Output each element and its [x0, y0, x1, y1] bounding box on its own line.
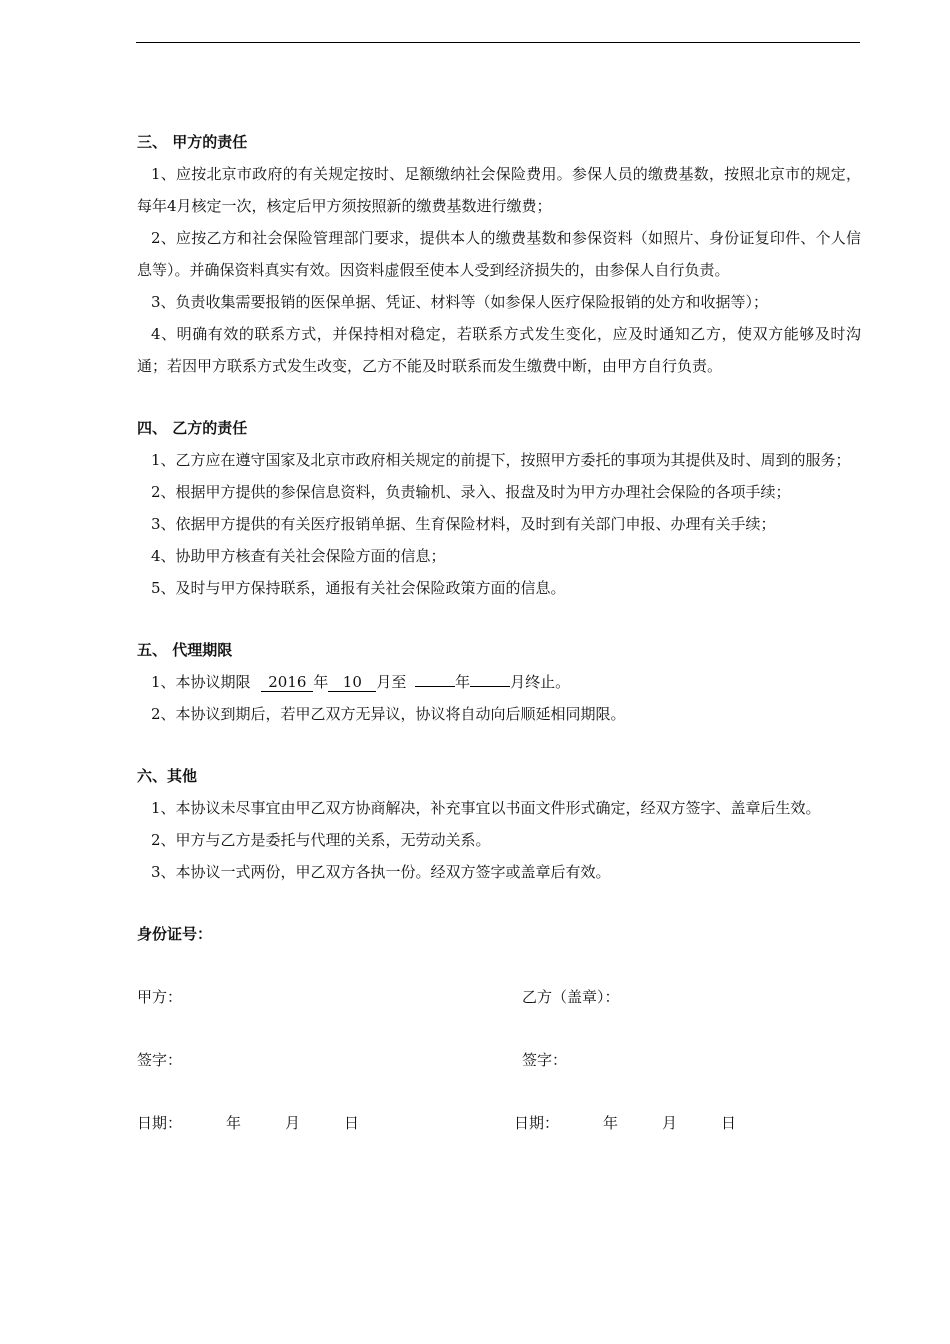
year-unit: 年 [603, 1114, 619, 1132]
party-b-label: 乙方（盖章）： [522, 988, 620, 1006]
clause-3-1: 1、应按北京市政府的有关规定按时、足额缴纳社会保险费用。参保人员的缴费基数，按照北京市的规定，每年4月核定一次，核定后甲方须按照新的缴费基数进行缴费； [137, 165, 861, 215]
spacer [137, 604, 861, 634]
spacer [137, 730, 861, 760]
year-unit: 年 [226, 1114, 242, 1132]
clause-5-2: 2、本协议到期后，若甲乙双方无异议，协议将自动向后顺延相同期限。 [151, 705, 626, 723]
clause-5-1 [137, 666, 861, 698]
end-year-field[interactable] [415, 686, 455, 687]
document-body [137, 126, 861, 1170]
date-label: 日期： [514, 1114, 560, 1132]
clause-6-3: 3、本协议一式两份，甲乙双方各执一份。经双方签字或盖章后有效。 [151, 863, 611, 881]
clause-6-1: 1、本协议未尽事宜由甲乙双方协商解决，补充事宜以书面文件形式确定，经双方签字、盖章后生效。 [151, 799, 821, 817]
id-number-label: 身份证号： [137, 925, 213, 943]
date-label: 日期： [137, 1114, 183, 1132]
day-unit: 日 [344, 1114, 360, 1132]
day-unit: 日 [721, 1114, 737, 1132]
term-prefix: 1、本协议期限 [151, 673, 251, 691]
signature-row [137, 1044, 861, 1107]
year-label-2: 年 [455, 673, 471, 691]
section-title-other: 六、其他 [137, 767, 198, 785]
year-label: 年 [313, 673, 329, 691]
spacer [137, 888, 861, 918]
section-title-party-a-duties: 三、 甲方的责任 [137, 133, 248, 151]
spacer [137, 382, 861, 412]
clause-3-2: 2、应按乙方和社会保险管理部门要求，提供本人的缴费基数和参保资料（如照片、身份证复印件、个人信息等）。并确保资料真实有效。因资料虚假至使本人受到经济损失的，由参保人自行负责。 [137, 229, 861, 279]
end-month-field[interactable] [470, 686, 510, 687]
id-number-row [137, 918, 861, 981]
header-rule [136, 42, 860, 43]
start-year-field[interactable]: 2016 [261, 674, 313, 692]
section-title-party-b-duties: 四、 乙方的责任 [137, 419, 248, 437]
date-row [137, 1107, 861, 1170]
clause-3-4: 4、明确有效的联系方式，并保持相对稳定，若联系方式发生变化，应及时通知乙方，使双方能够及时沟通；若因甲方联系方式发生改变，乙方不能及时联系而发生缴费中断，由甲方自行负责。 [137, 325, 861, 375]
clause-4-2: 2、根据甲方提供的参保信息资料，负责输机、录入、报盘及时为甲方办理社会保险的各项手续； [151, 483, 791, 501]
party-row [137, 981, 861, 1044]
clause-4-5: 5、及时与甲方保持联系，通报有关社会保险政策方面的信息。 [151, 579, 566, 597]
clause-4-1: 1、乙方应在遵守国家及北京市政府相关规定的前提下，按照甲方委托的事项为其提供及时、周到的服务； [151, 451, 851, 469]
party-a-date [137, 1107, 359, 1139]
clause-6-2: 2、甲方与乙方是委托与代理的关系，无劳动关系。 [151, 831, 491, 849]
month-unit: 月 [285, 1114, 301, 1132]
section-title-agency-term: 五、 代理期限 [137, 641, 233, 659]
end-label: 月终止。 [510, 673, 571, 691]
month-unit: 月 [662, 1114, 678, 1132]
clause-4-3: 3、依据甲方提供的有关医疗报销单据、生育保险材料，及时到有关部门申报、办理有关手续； [151, 515, 776, 533]
clause-3-3: 3、负责收集需要报销的医保单据、凭证、材料等（如参保人医疗保险报销的处方和收据等）； [151, 293, 769, 311]
party-a-signature-label: 签字： [137, 1051, 183, 1069]
start-month-field[interactable]: 10 [328, 674, 376, 692]
party-a-label: 甲方： [137, 988, 183, 1006]
party-b-date [514, 1107, 736, 1139]
clause-4-4: 4、协助甲方核查有关社会保险方面的信息； [151, 547, 446, 565]
party-b-signature-label: 签字： [522, 1051, 568, 1069]
month-until-label: 月至 [376, 673, 407, 691]
